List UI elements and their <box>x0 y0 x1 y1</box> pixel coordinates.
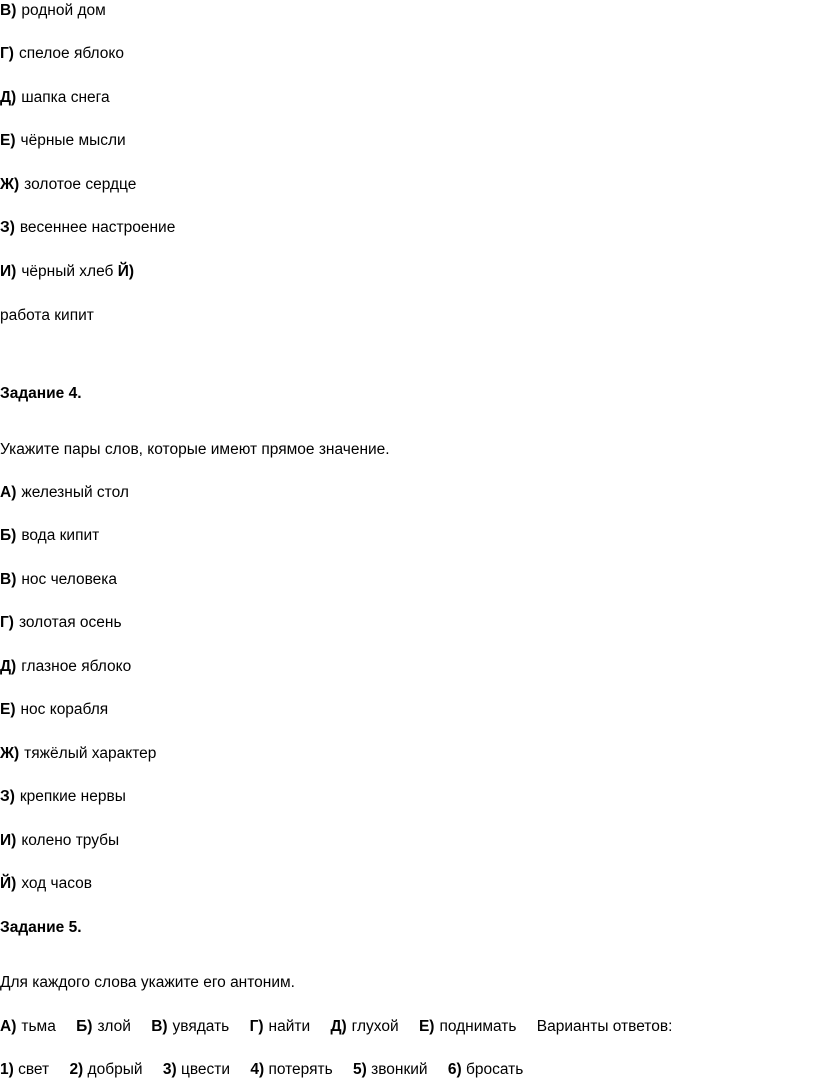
list-item: З) крепкие нервы <box>0 788 126 805</box>
task4-title: Задание 4. <box>0 385 82 402</box>
task5-words-row: А) тьма Б) злой В) увядать Г) найти Д) глухой Е) поднимать Варианты ответов: <box>0 1018 673 1035</box>
list-item: Ж) золотое сердце <box>0 176 137 193</box>
list-item: Д) глазное яблоко <box>0 658 132 675</box>
task4-instruction: Укажите пары слов, которые имеют прямое значение. <box>0 441 390 458</box>
list-item: А) железный стол <box>0 484 129 501</box>
list-item: Г) золотая осень <box>0 614 122 631</box>
list-item: В) родной дом <box>0 2 106 19</box>
variants-label: Варианты ответов: <box>536 1018 673 1035</box>
list-item-wrap: работа кипит <box>0 307 94 324</box>
list-item: Б) вода кипит <box>0 527 100 544</box>
task5-title: Задание 5. <box>0 919 82 936</box>
list-item: Ж) тяжёлый характер <box>0 745 157 762</box>
list-item: З) весеннее настроение <box>0 219 176 236</box>
list-item: Е) нос корабля <box>0 701 109 718</box>
list-item: И) чёрный хлеб Й) <box>0 263 135 280</box>
list-item: Й) ход часов <box>0 875 92 892</box>
list-item: Е) чёрные мысли <box>0 132 126 149</box>
list-item: И) колено трубы <box>0 832 120 849</box>
list-item: Д) шапка снега <box>0 89 110 106</box>
list-item: Г) спелое яблоко <box>0 45 124 62</box>
task5-instruction: Для каждого слова укажите его антоним. <box>0 974 295 991</box>
task5-answers-row: 1) свет 2) добрый 3) цвести 4) потерять 5) звонкий 6) бросать <box>0 1061 524 1078</box>
list-item: В) нос человека <box>0 571 118 588</box>
